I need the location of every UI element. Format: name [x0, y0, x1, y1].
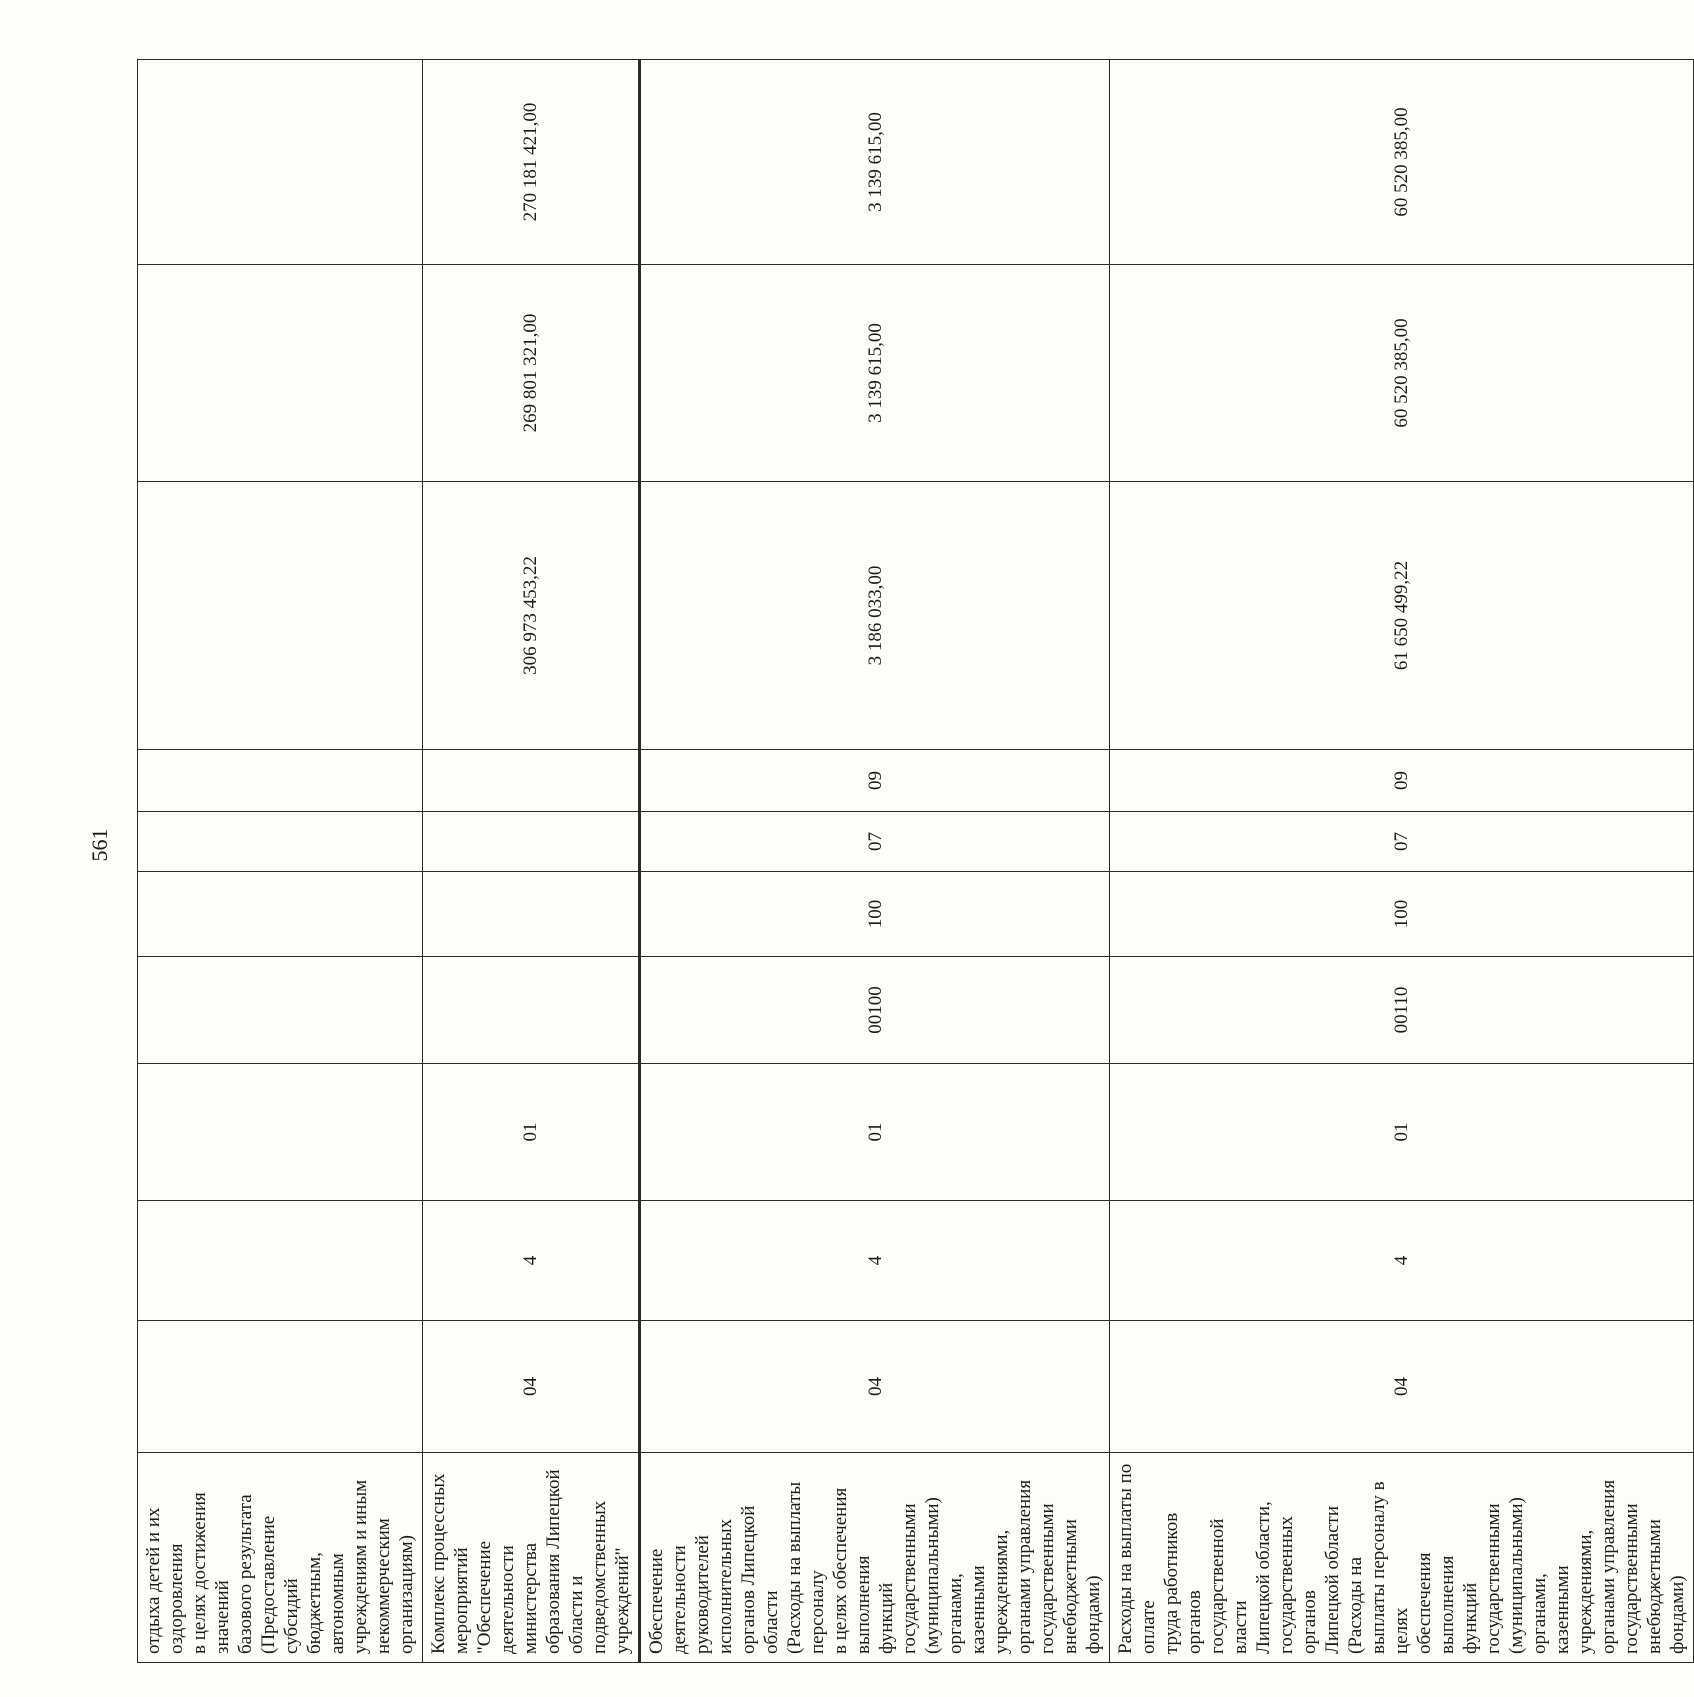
code-cell [423, 957, 640, 1064]
table-row [138, 60, 423, 1663]
code-cell: 100 [1110, 872, 1694, 957]
amount-cell [138, 265, 423, 482]
code-cell [138, 1321, 423, 1453]
amount-cell: 61 650 499,22 [1110, 482, 1694, 750]
code-cell [423, 872, 640, 957]
code-cell: 04 [1110, 1321, 1694, 1453]
code-cell [138, 1201, 423, 1321]
table-row [640, 60, 1110, 1663]
amount-cell: 270 181 421,00 [423, 60, 640, 265]
code-cell: 09 [640, 750, 1110, 812]
budget-table [137, 59, 1694, 1663]
code-cell [138, 750, 423, 812]
table-row [1110, 60, 1694, 1663]
code-cell [138, 1064, 423, 1201]
amount-cell: 60 520 385,00 [1110, 60, 1694, 265]
row-name-cell: Комплекс процессных мероприятий "Обеспечение деятельности министерства образования Липецкой области и подведомственных учреждений" [423, 1453, 640, 1663]
code-cell: 00110 [1110, 957, 1694, 1064]
code-cell: 4 [1110, 1201, 1694, 1321]
amount-cell: 3 186 033,00 [640, 482, 1110, 750]
code-cell: 4 [423, 1201, 640, 1321]
amount-cell: 3 139 615,00 [640, 60, 1110, 265]
code-cell: 07 [640, 812, 1110, 872]
code-cell: 07 [1110, 812, 1694, 872]
amount-cell: 269 801 321,00 [423, 265, 640, 482]
code-cell: 01 [640, 1064, 1110, 1201]
amount-cell [138, 60, 423, 265]
table-row [423, 60, 640, 1663]
amount-cell: 306 973 453,22 [423, 482, 640, 750]
code-cell: 04 [640, 1321, 1110, 1453]
code-cell [423, 812, 640, 872]
rotated-table-wrapper [137, 60, 1688, 1663]
amount-cell [138, 482, 423, 750]
code-cell: 00100 [640, 957, 1110, 1064]
code-cell: 01 [423, 1064, 640, 1201]
code-cell: 4 [640, 1201, 1110, 1321]
page-number: 561 [87, 828, 112, 862]
code-cell: 04 [423, 1321, 640, 1453]
code-cell [138, 872, 423, 957]
code-cell [423, 750, 640, 812]
code-cell: 100 [640, 872, 1110, 957]
row-name-cell: отдыха детей и их оздоровления в целях достижения значений базового результата (Предоставление субсидий бюджетным, автономным учреждениям и иным некоммерческим организациям) [138, 1453, 423, 1663]
amount-cell: 3 139 615,00 [640, 265, 1110, 482]
amount-cell: 60 520 385,00 [1110, 265, 1694, 482]
code-cell [138, 812, 423, 872]
code-cell [138, 957, 423, 1064]
row-name-cell: Обеспечение деятельности руководителей исполнительных органов Липецкой области (Расходы на выплаты персоналу в целях обеспечения выполнения функций государственными (муниципальными) органами, казенными учреждениями, органами управления государственными внебюджетными фондами) [640, 1453, 1110, 1663]
row-name-cell: Расходы на выплаты по оплате труда работников органов государственной власти Липецкой области, государственных органов Липецкой области (Расходы на выплаты персоналу в целях обеспечения выполнения функций государственными (муниципальными) органами, казенными учреждениями, органами управления государственными внебюджетными фондами) [1110, 1453, 1694, 1663]
code-cell: 09 [1110, 750, 1694, 812]
code-cell: 01 [1110, 1064, 1694, 1201]
